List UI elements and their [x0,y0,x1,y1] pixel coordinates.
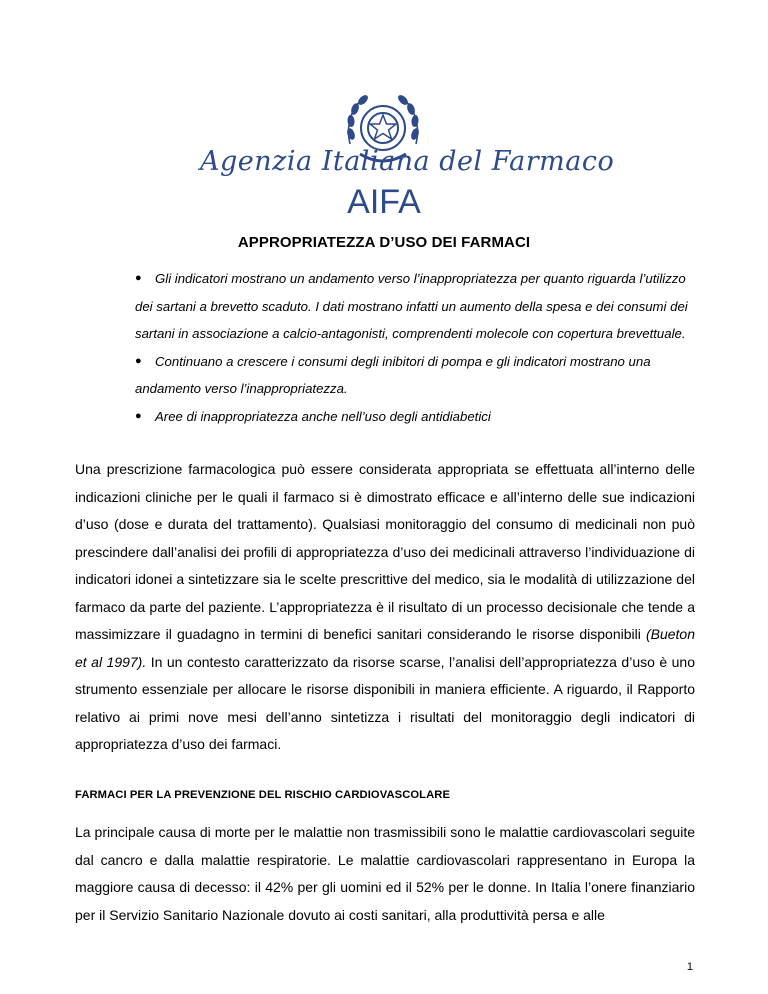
page-title: APPROPRIATEZZA D’USO DEI FARMACI [237,234,531,251]
key-points-list [135,265,695,430]
intro-text-part2: In un contesto caratterizzato da risorse scarse, l’analisi dell’appropriatezza d’uso è uno strumento essenziale per allocare le risorse disponibili in maniera efficiente. A riguardo, il Rapporto relativo ai primi nove mesi dell’anno sintetizza i risultati del monitoraggio degli indicatori di appropriatezza d’uso dei farmaci. [75,653,695,752]
list-item [135,265,695,348]
citation: (Bueton et al 1997). [75,626,695,670]
page-number: 1 [686,961,693,973]
aifa-logo-icon [344,182,424,218]
bullet-icon: ● [135,354,142,367]
list-item [135,348,695,403]
intro-paragraph [75,456,695,759]
section-heading: FARMACI PER LA PREVENZIONE DEL RISCHIO CARDIOVASCOLARE [75,789,451,801]
bullet-text: Aree di inappropriatezza anche nell’uso degli antidiabetici [155,408,491,424]
section-paragraph: La principale causa di morte per le malattie non trasmissibili sono le malattie cardiovascolari seguite dal cancro e dalla malattie respiratorie. Le malattie cardiovascolari rappresentano in Europa la maggiore causa di decesso: il 42% per gli uomini ed il 52% per le donne. In Italia l’onere finanziario per il Servizio Sanitario Nazionale dovuto ai costi sanitari, alla produttività persa e alle [75,824,695,923]
bullet-icon: ● [135,409,142,422]
organization-name: Agenzia Italiana del Farmaco [200,146,615,177]
bullet-icon: ● [135,272,142,284]
bullet-text: Continuano a crescere i consumi degli inibitori di pompa e gli indicatori mostrano una andamento verso l’inappropriatezza. [135,353,651,396]
aifa-logo-text: AIFA [347,183,421,218]
intro-text-part1: Una prescrizione farmacologica può essere considerata appropriata se effettuata all’interno delle indicazioni cliniche per le quali il farmaco si è dimostrato efficace e all’interno delle sue indicazioni d’uso (dose e durata del trattamento). Qualsiasi monitoraggio del consumo di medicinali non può prescindere dall’analisi dei profili di appropriatezza d’uso dei medicinali attraverso l’individuazione di indicatori idonei a sintetizzare sia le scelte prescrittive del medico, sia le modalità di utilizzazione del farmaco da parte del paziente. L’appropriatezza è il risultato di un processo decisionale che tende a massimizzare il guadagno in termini di benefici sanitari considerando le risorse disponibili [75,461,695,642]
bullet-text: Gli indicatori mostrano un andamento verso l’inappropriatezza per quanto riguarda l’utilizzo dei sartani a brevetto scaduto. I dati mostrano infatti un aumento della spesa e dei consumi dei sartani in associazione a calcio-antagonisti, comprendenti molecole con copertura brevettuale. [135,271,688,341]
list-item [135,403,695,431]
